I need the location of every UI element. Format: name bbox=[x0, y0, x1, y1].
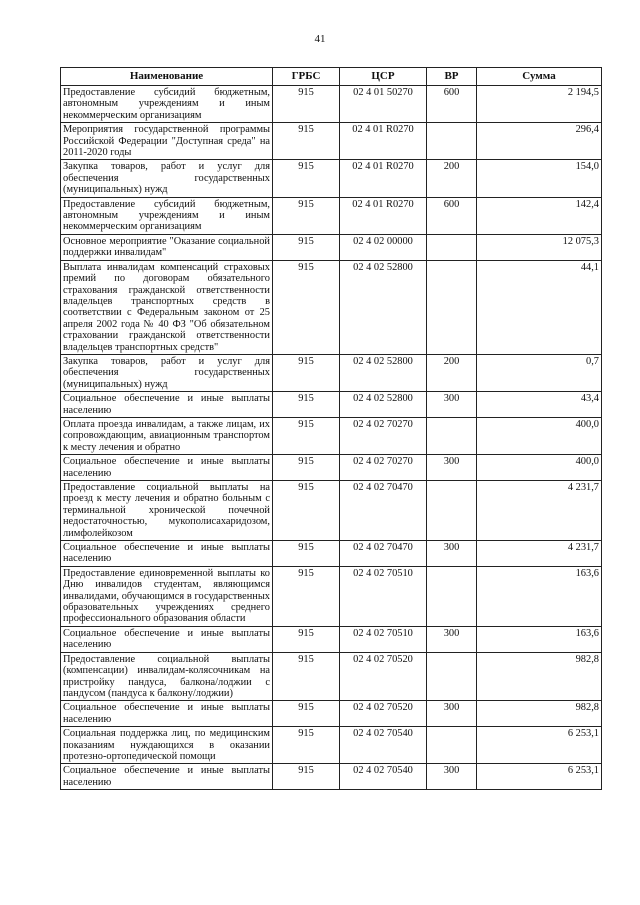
cell-sum: 982,8 bbox=[477, 652, 602, 701]
cell-csr: 02 4 01 50270 bbox=[340, 86, 427, 123]
table-row bbox=[61, 260, 602, 354]
cell-vr: 300 bbox=[427, 764, 477, 790]
cell-name: Выплата инвалидам компенсаций страховых премий по договорам обязательного страхования гражданской ответственности владельцев транспортных средств в соответствии с Федеральным законом от 25 апреля 2002 года № 40 ФЗ "Об обязательном страховании гражданской ответственности владельцев транспортных средств" bbox=[61, 260, 273, 354]
cell-vr: 200 bbox=[427, 160, 477, 197]
cell-csr: 02 4 02 70540 bbox=[340, 764, 427, 790]
table-header-row bbox=[61, 68, 602, 86]
table-body bbox=[61, 86, 602, 790]
cell-csr: 02 4 01 R0270 bbox=[340, 123, 427, 160]
table-row bbox=[61, 455, 602, 481]
cell-csr: 02 4 01 R0270 bbox=[340, 197, 427, 234]
cell-name: Предоставление единовременной выплаты ко Дню инвалидов студентам, являющимся инвалидами, обучающимся в государственных образовательных учреждениях среднего профессионального образования области bbox=[61, 566, 273, 626]
cell-name: Социальное обеспечение и иные выплаты населению bbox=[61, 626, 273, 652]
cell-grbs: 915 bbox=[273, 392, 340, 418]
cell-grbs: 915 bbox=[273, 260, 340, 354]
cell-grbs: 915 bbox=[273, 197, 340, 234]
table-row bbox=[61, 652, 602, 701]
cell-sum: 154,0 bbox=[477, 160, 602, 197]
cell-sum: 0,7 bbox=[477, 354, 602, 391]
cell-csr: 02 4 02 52800 bbox=[340, 260, 427, 354]
table-row bbox=[61, 727, 602, 764]
cell-sum: 982,8 bbox=[477, 701, 602, 727]
cell-csr: 02 4 02 70270 bbox=[340, 455, 427, 481]
cell-name: Социальное обеспечение и иные выплаты населению bbox=[61, 701, 273, 727]
cell-vr bbox=[427, 123, 477, 160]
cell-vr: 300 bbox=[427, 626, 477, 652]
cell-sum: 400,0 bbox=[477, 417, 602, 454]
cell-csr: 02 4 02 70520 bbox=[340, 701, 427, 727]
table-row bbox=[61, 160, 602, 197]
cell-name: Основное мероприятие "Оказание социальной поддержки инвалидам" bbox=[61, 234, 273, 260]
table-row bbox=[61, 123, 602, 160]
table-row bbox=[61, 701, 602, 727]
cell-csr: 02 4 02 70470 bbox=[340, 541, 427, 567]
cell-csr: 02 4 01 R0270 bbox=[340, 160, 427, 197]
header-name: Наименование bbox=[61, 68, 273, 86]
cell-csr: 02 4 02 70510 bbox=[340, 566, 427, 626]
table-row bbox=[61, 764, 602, 790]
cell-csr: 02 4 02 70520 bbox=[340, 652, 427, 701]
cell-grbs: 915 bbox=[273, 727, 340, 764]
cell-name: Социальное обеспечение и иные выплаты населению bbox=[61, 455, 273, 481]
cell-name: Предоставление социальной выплаты на проезд к месту лечения и обратно больным с терминальной хронической почечной недостаточностью, мукополисахаридозом, лимфолейкозом bbox=[61, 481, 273, 541]
table-row bbox=[61, 541, 602, 567]
cell-name: Социальное обеспечение и иные выплаты населению bbox=[61, 541, 273, 567]
cell-name: Предоставление субсидий бюджетным, автономным учреждениям и иным некоммерческим организациям bbox=[61, 86, 273, 123]
cell-sum: 400,0 bbox=[477, 455, 602, 481]
cell-vr: 200 bbox=[427, 354, 477, 391]
cell-grbs: 915 bbox=[273, 354, 340, 391]
cell-vr: 300 bbox=[427, 701, 477, 727]
cell-vr bbox=[427, 234, 477, 260]
cell-sum: 43,4 bbox=[477, 392, 602, 418]
table-row bbox=[61, 197, 602, 234]
header-vr: ВР bbox=[427, 68, 477, 86]
cell-name: Предоставление субсидий бюджетным, автономным учреждениям и иным некоммерческим организациям bbox=[61, 197, 273, 234]
cell-sum: 4 231,7 bbox=[477, 541, 602, 567]
cell-sum: 163,6 bbox=[477, 626, 602, 652]
budget-table bbox=[60, 67, 602, 790]
cell-sum: 296,4 bbox=[477, 123, 602, 160]
cell-grbs: 915 bbox=[273, 626, 340, 652]
cell-name: Закупка товаров, работ и услуг для обеспечения государственных (муниципальных) нужд bbox=[61, 160, 273, 197]
cell-sum: 4 231,7 bbox=[477, 481, 602, 541]
header-csr: ЦСР bbox=[340, 68, 427, 86]
cell-vr: 300 bbox=[427, 455, 477, 481]
table-row bbox=[61, 417, 602, 454]
table-row bbox=[61, 566, 602, 626]
page-number: 41 bbox=[314, 33, 326, 45]
cell-vr bbox=[427, 481, 477, 541]
cell-csr: 02 4 02 70470 bbox=[340, 481, 427, 541]
cell-sum: 163,6 bbox=[477, 566, 602, 626]
cell-name: Закупка товаров, работ и услуг для обеспечения государственных (муниципальных) нужд bbox=[61, 354, 273, 391]
cell-csr: 02 4 02 52800 bbox=[340, 392, 427, 418]
table-row bbox=[61, 626, 602, 652]
cell-vr bbox=[427, 652, 477, 701]
cell-csr: 02 4 02 70510 bbox=[340, 626, 427, 652]
cell-vr bbox=[427, 566, 477, 626]
cell-vr: 600 bbox=[427, 86, 477, 123]
cell-sum: 12 075,3 bbox=[477, 234, 602, 260]
cell-grbs: 915 bbox=[273, 701, 340, 727]
cell-name: Социальное обеспечение и иные выплаты населению bbox=[61, 764, 273, 790]
cell-csr: 02 4 02 00000 bbox=[340, 234, 427, 260]
cell-grbs: 915 bbox=[273, 455, 340, 481]
cell-name: Предоставление социальной выплаты (компенсации) инвалидам-колясочникам на пристройку пандуса, балкона/лоджии с пандусом (пандуса к балкону/лоджии) bbox=[61, 652, 273, 701]
cell-vr bbox=[427, 727, 477, 764]
table-row bbox=[61, 234, 602, 260]
cell-vr: 300 bbox=[427, 541, 477, 567]
cell-name: Социальное обеспечение и иные выплаты населению bbox=[61, 392, 273, 418]
cell-grbs: 915 bbox=[273, 566, 340, 626]
cell-vr bbox=[427, 260, 477, 354]
cell-vr: 600 bbox=[427, 197, 477, 234]
table-row bbox=[61, 86, 602, 123]
cell-grbs: 915 bbox=[273, 417, 340, 454]
cell-sum: 6 253,1 bbox=[477, 727, 602, 764]
cell-grbs: 915 bbox=[273, 764, 340, 790]
cell-vr: 300 bbox=[427, 392, 477, 418]
header-sum: Сумма bbox=[477, 68, 602, 86]
cell-grbs: 915 bbox=[273, 541, 340, 567]
table-row bbox=[61, 354, 602, 391]
cell-csr: 02 4 02 70540 bbox=[340, 727, 427, 764]
cell-name: Мероприятия государственной программы Российской Федерации "Доступная среда" на 2011-2020 годы bbox=[61, 123, 273, 160]
cell-csr: 02 4 02 70270 bbox=[340, 417, 427, 454]
cell-csr: 02 4 02 52800 bbox=[340, 354, 427, 391]
cell-grbs: 915 bbox=[273, 86, 340, 123]
table-row bbox=[61, 481, 602, 541]
cell-sum: 6 253,1 bbox=[477, 764, 602, 790]
cell-name: Социальная поддержка лиц, по медицинским показаниям нуждающихся в оказании протезно-ортопедической помощи bbox=[61, 727, 273, 764]
cell-vr bbox=[427, 417, 477, 454]
header-grbs: ГРБС bbox=[273, 68, 340, 86]
cell-grbs: 915 bbox=[273, 481, 340, 541]
table-row bbox=[61, 392, 602, 418]
cell-grbs: 915 bbox=[273, 160, 340, 197]
cell-name: Оплата проезда инвалидам, а также лицам, их сопровождающим, авиационным транспортом к месту лечения и обратно bbox=[61, 417, 273, 454]
cell-sum: 44,1 bbox=[477, 260, 602, 354]
cell-grbs: 915 bbox=[273, 234, 340, 260]
cell-grbs: 915 bbox=[273, 652, 340, 701]
cell-sum: 2 194,5 bbox=[477, 86, 602, 123]
cell-grbs: 915 bbox=[273, 123, 340, 160]
cell-sum: 142,4 bbox=[477, 197, 602, 234]
